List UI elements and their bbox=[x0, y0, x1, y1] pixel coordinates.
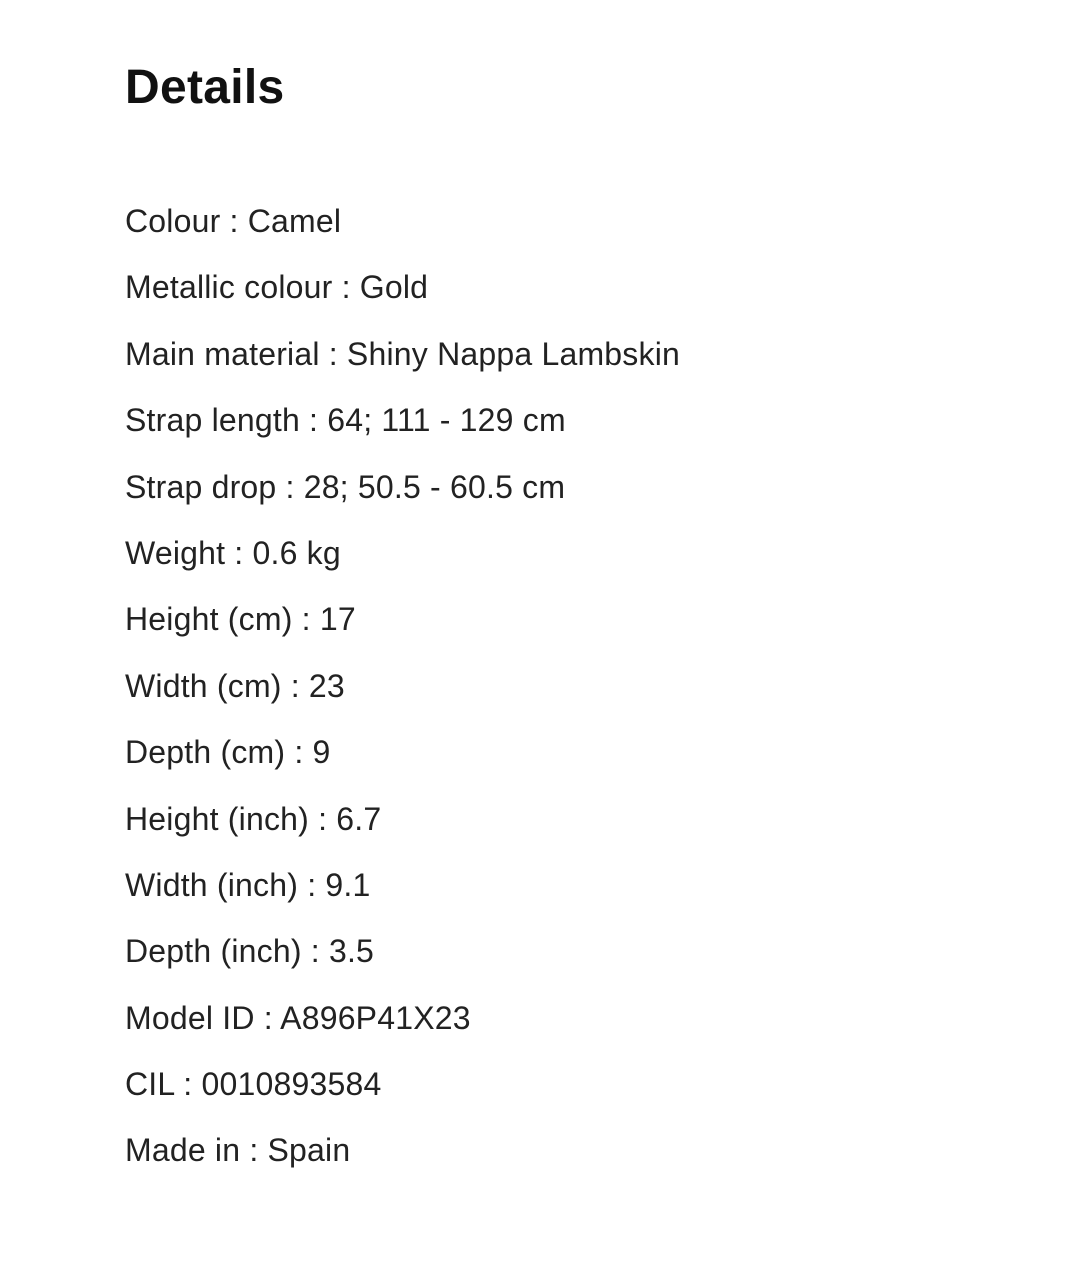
page-title: Details bbox=[125, 61, 285, 114]
detail-strap-drop: Strap drop : 28; 50.5 - 60.5 cm bbox=[125, 468, 566, 505]
details-section bbox=[125, 0, 1080, 1280]
details-list bbox=[125, 198, 680, 1194]
detail-weight: Weight : 0.6 kg bbox=[125, 534, 341, 571]
detail-model-id: Model ID : A896P41X23 bbox=[125, 999, 471, 1036]
detail-main-material: Main material : Shiny Nappa Lambskin bbox=[125, 335, 681, 372]
detail-height-cm: Height (cm) : 17 bbox=[125, 601, 356, 638]
detail-depth-cm: Depth (cm) : 9 bbox=[125, 734, 331, 771]
detail-cil: CIL : 0010893584 bbox=[125, 1066, 382, 1103]
detail-height-inch: Height (inch) : 6.7 bbox=[125, 800, 382, 837]
detail-colour: Colour : Camel bbox=[125, 203, 342, 239]
detail-width-inch: Width (inch) : 9.1 bbox=[125, 866, 371, 903]
detail-metallic-colour: Metallic colour : Gold bbox=[125, 269, 429, 306]
detail-depth-inch: Depth (inch) : 3.5 bbox=[125, 933, 375, 970]
detail-strap-length: Strap length : 64; 111 - 129 cm bbox=[125, 402, 566, 439]
detail-made-in: Made in : Spain bbox=[125, 1132, 351, 1169]
detail-width-cm: Width (cm) : 23 bbox=[125, 667, 345, 704]
